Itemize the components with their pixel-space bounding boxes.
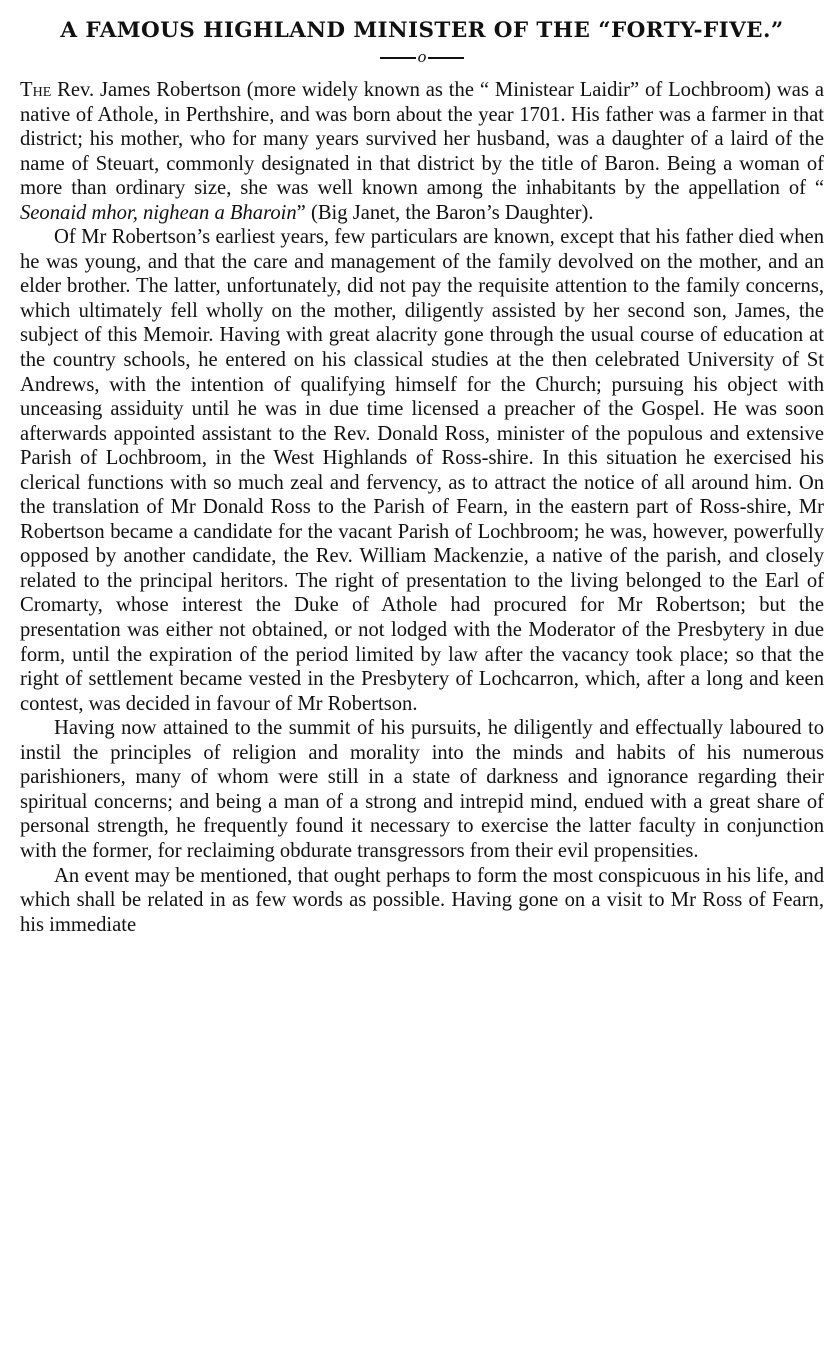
title-separator: [20, 48, 824, 66]
separator-dash-right: [428, 57, 464, 59]
paragraph-1: [20, 78, 824, 225]
article-title: A FAMOUS HIGHLAND MINISTER OF THE “FORTY-FIVE.”: [60, 18, 784, 43]
separator-mark: o: [417, 48, 427, 66]
paragraph-4: An event may be mentioned, that ought perhaps to form the most conspicuous in his life, and which shall be related in as few words as possible. Having gone on a visit to Mr Ross of Fearn, his immediate: [20, 864, 824, 936]
article-page: [20, 14, 824, 937]
paragraph-3: Having now attained to the summit of his pursuits, he diligently and effectually laboured to instil the principles of religion and morality into the minds and habits of his numerous parishioners, many of whom were still in a state of darkness and ignorance regarding their spiritual concerns; and being a man of a strong and intrepid mind, endued with a great share of personal strength, he frequently found it necessary to exercise the latter faculty in conjunction with the former, for reclaiming obdurate transgressors from their evil propensities.: [20, 717, 824, 862]
paragraph-1-lead: The: [20, 79, 52, 101]
article-body: [20, 78, 824, 937]
paragraph-1-text-end: ” (Big Janet, the Baron’s Daughter).: [296, 201, 594, 224]
paragraph-1-gaelic-name: Seonaid mhor, nighean a Bharoin: [20, 201, 297, 224]
paragraph-1-text: Rev. James Robertson (more widely known as the “ Ministear Laidir” of Lochbroom) was a native of Athole, in Perthshire, and was born about the year 1701. His father was a farmer in that district; his mother, who for many years survived her husband, was a daughter of a laird of the name of Steuart, commonly designated in that district by the title of Baron. Being a woman of more than ordinary size, she was well known among the inhabitants by the appellation of “: [20, 79, 824, 200]
separator-dash-left: [380, 57, 416, 59]
paragraph-2: Of Mr Robertson’s earliest years, few particulars are known, except that his father died when he was young, and that the care and management of the family devolved on the mother, and an elder brother. The latter, unfortunately, did not pay the requisite attention to the family concerns, which ultimately fell wholly on the mother, diligently assisted by her second son, James, the subject of this Memoir. Having with great alacrity gone through the usual course of education at the country schools, he entered on his classical studies at the then celebrated University of St Andrews, with the intention of qualifying himself for the Church; pursuing his object with unceasing assiduity until he was in due time licensed a preacher of the Gospel. He was soon afterwards appointed assistant to the Rev. Donald Ross, minister of the populous and extensive Parish of Lochbroom, in the West Highlands of Ross-shire. In this situation he exercised his clerical functions with so much zeal and fervency, as to attract the notice of all around him. On the translation of Mr Donald Ross to the Parish of Fearn, in the eastern part of Ross-shire, Mr Robertson became a candidate for the vacant Parish of Lochbroom; he was, however, powerfully opposed by another candidate, the Rev. William Mackenzie, a native of the parish, and closely related to the principal heritors. The right of presentation to the living belonged to the Earl of Cromarty, whose interest the Duke of Athole had procured for Mr Robertson; but the presentation was either not obtained, or not lodged with the Moderator of the Presbytery in due form, until the expiration of the period limited by law after the vacancy took place; so that the right of settlement became vested in the Presbytery of Lochcarron, which, after a long and keen contest, was decided in favour of Mr Robertson.: [20, 226, 824, 715]
